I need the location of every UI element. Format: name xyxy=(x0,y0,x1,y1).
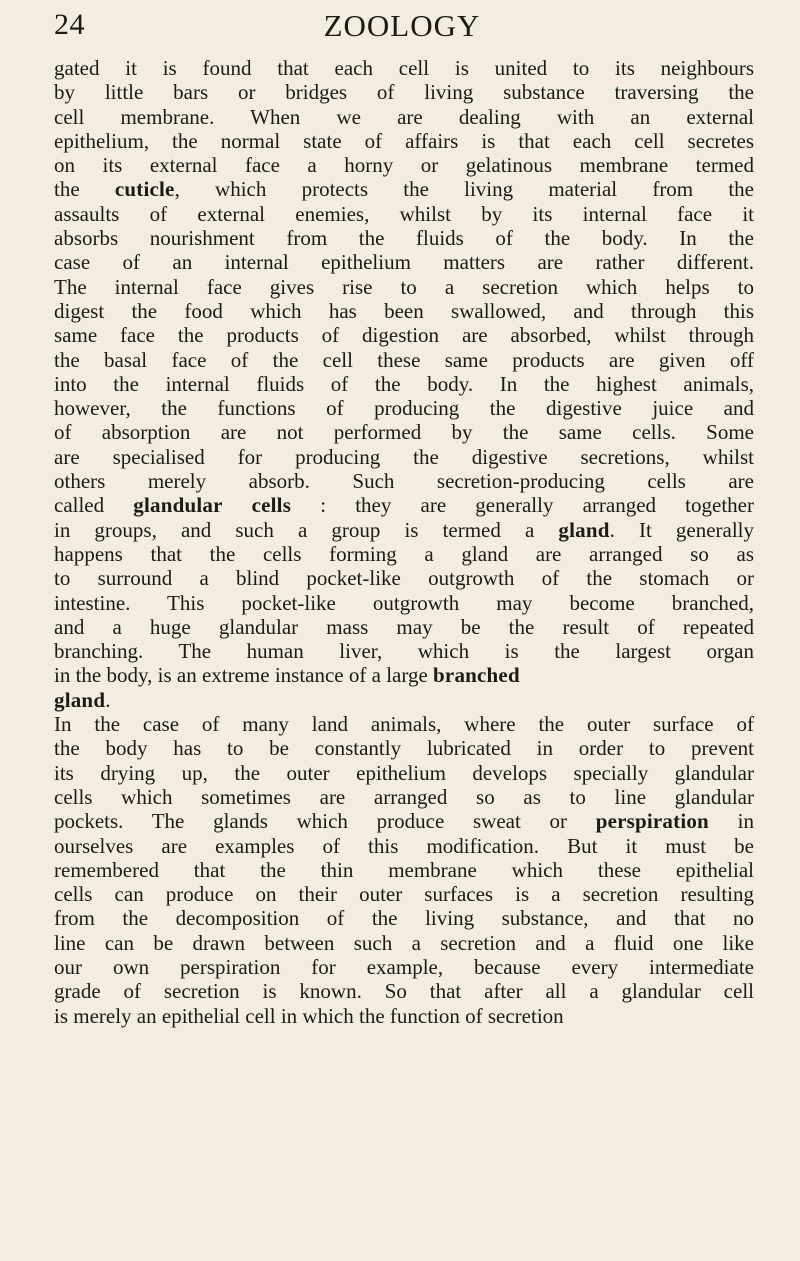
text-line xyxy=(54,736,754,760)
key-term: gland xyxy=(54,687,106,712)
text-run: its drying up, the outer epithelium develops specially glandular xyxy=(54,760,754,785)
text-run: . xyxy=(105,687,111,712)
text-line xyxy=(54,56,754,80)
text-run: cells which sometimes are arranged so as to line glandular xyxy=(54,784,754,809)
text-run: our own perspiration for example, because every intermediate xyxy=(54,954,754,979)
text-line xyxy=(54,834,754,858)
running-title: ZOOLOGY xyxy=(323,8,481,43)
text-run: in the body, is an extreme instance of a large xyxy=(54,663,434,688)
text-line xyxy=(54,469,754,493)
text-line xyxy=(54,518,754,542)
text-line xyxy=(54,906,754,930)
text-run: and a huge glandular mass may be the result of repeated xyxy=(54,614,754,639)
text-line xyxy=(54,226,754,250)
text-run: assaults of external enemies, whilst by its internal face it xyxy=(54,201,754,226)
text-line xyxy=(54,493,754,517)
text-run: however, the functions of producing the digestive juice and xyxy=(54,396,754,421)
text-run: from the decomposition of the living substance, and that no xyxy=(54,906,754,931)
text-line xyxy=(54,396,754,420)
text-line xyxy=(54,615,754,639)
text-run: same face the products of digestion are absorbed, whilst through xyxy=(54,323,754,348)
text-run: on its external face a horny or gelatinous membrane termed xyxy=(54,153,754,178)
text-line xyxy=(54,299,754,323)
text-line xyxy=(54,712,754,736)
key-term: branched xyxy=(433,663,520,688)
text-run: : they are generally arranged together xyxy=(291,493,754,518)
text-line xyxy=(54,250,754,274)
text-line xyxy=(54,931,754,955)
text-line xyxy=(54,785,754,809)
text-line xyxy=(54,202,754,226)
text-run: others merely absorb. Such secretion-producing cells are xyxy=(54,469,754,494)
text-line xyxy=(54,663,754,687)
text-line xyxy=(54,323,754,347)
text-run: remembered that the thin membrane which these epithelial xyxy=(54,857,754,882)
text-line xyxy=(54,420,754,444)
text-line xyxy=(54,80,754,104)
body-text xyxy=(54,56,754,1028)
text-run: intestine. This pocket-like outgrowth may become branched, xyxy=(54,590,754,615)
text-run: happens that the cells forming a gland are arranged so as xyxy=(54,541,754,566)
text-line xyxy=(54,639,754,663)
text-line xyxy=(54,445,754,469)
key-term: glandular cells xyxy=(133,493,292,518)
text-run: The internal face gives rise to a secretion which helps to xyxy=(54,274,754,299)
text-run: cell membrane. When we are dealing with an external xyxy=(54,104,754,129)
text-run: the xyxy=(54,177,115,202)
text-line xyxy=(54,809,754,833)
text-line xyxy=(54,761,754,785)
text-line xyxy=(54,177,754,201)
text-line xyxy=(54,591,754,615)
text-line xyxy=(54,348,754,372)
text-line xyxy=(54,1004,754,1028)
text-line xyxy=(54,979,754,1003)
text-line xyxy=(54,955,754,979)
text-run: In the case of many land animals, where the outer surface of xyxy=(54,712,754,737)
text-run: gated it is found that each cell is united to its neighbours xyxy=(54,56,754,80)
text-run: called xyxy=(54,493,134,518)
text-run: , which protects the living material from the xyxy=(174,177,755,202)
text-run: pockets. The glands which produce sweat or xyxy=(54,809,596,834)
text-run: the basal face of the cell these same products are given off xyxy=(54,347,754,372)
text-run: branching. The human liver, which is the largest organ xyxy=(54,639,754,664)
text-line xyxy=(54,153,754,177)
text-line xyxy=(54,129,754,153)
text-run: the body has to be constantly lubricated in order to prevent xyxy=(54,736,754,761)
text-run: is merely an epithelial cell in which the function of secretion xyxy=(54,1003,564,1028)
text-line xyxy=(54,275,754,299)
text-line xyxy=(54,882,754,906)
key-term: gland xyxy=(558,517,610,542)
text-run: ourselves are examples of this modification. But it must be xyxy=(54,833,754,858)
text-run: are specialised for producing the digestive secretions, whilst xyxy=(54,444,754,469)
running-head xyxy=(54,8,750,48)
text-line xyxy=(54,542,754,566)
text-line xyxy=(54,105,754,129)
text-run: . It generally xyxy=(609,517,755,542)
text-line xyxy=(54,858,754,882)
text-run: into the internal fluids of the body. In the highest animals, xyxy=(54,371,754,396)
text-line xyxy=(54,688,754,712)
key-term: perspiration xyxy=(595,809,709,834)
text-line xyxy=(54,566,754,590)
page-number: 24 xyxy=(54,8,85,41)
text-run: absorbs nourishment from the fluids of the body. In the xyxy=(54,226,754,251)
text-run: line can be drawn between such a secretion and a fluid one like xyxy=(54,930,754,955)
text-run: in groups, and such a group is termed a xyxy=(54,517,559,542)
text-run: to surround a blind pocket-like outgrowth of the stomach or xyxy=(54,566,754,591)
text-run: in xyxy=(708,809,754,834)
text-line xyxy=(54,372,754,396)
key-term: cuticle xyxy=(114,177,175,202)
text-run: of absorption are not performed by the same cells. Some xyxy=(54,420,754,445)
text-run: digest the food which has been swallowed, and through this xyxy=(54,298,754,323)
text-run: by little bars or bridges of living substance traversing the xyxy=(54,80,754,105)
text-run: epithelium, the normal state of affairs is that each cell secretes xyxy=(54,128,754,153)
text-run: grade of secretion is known. So that after all a glandular cell xyxy=(54,979,754,1004)
text-run: cells can produce on their outer surfaces is a secretion resulting xyxy=(54,882,754,907)
text-run: case of an internal epithelium matters are rather different. xyxy=(54,250,754,275)
